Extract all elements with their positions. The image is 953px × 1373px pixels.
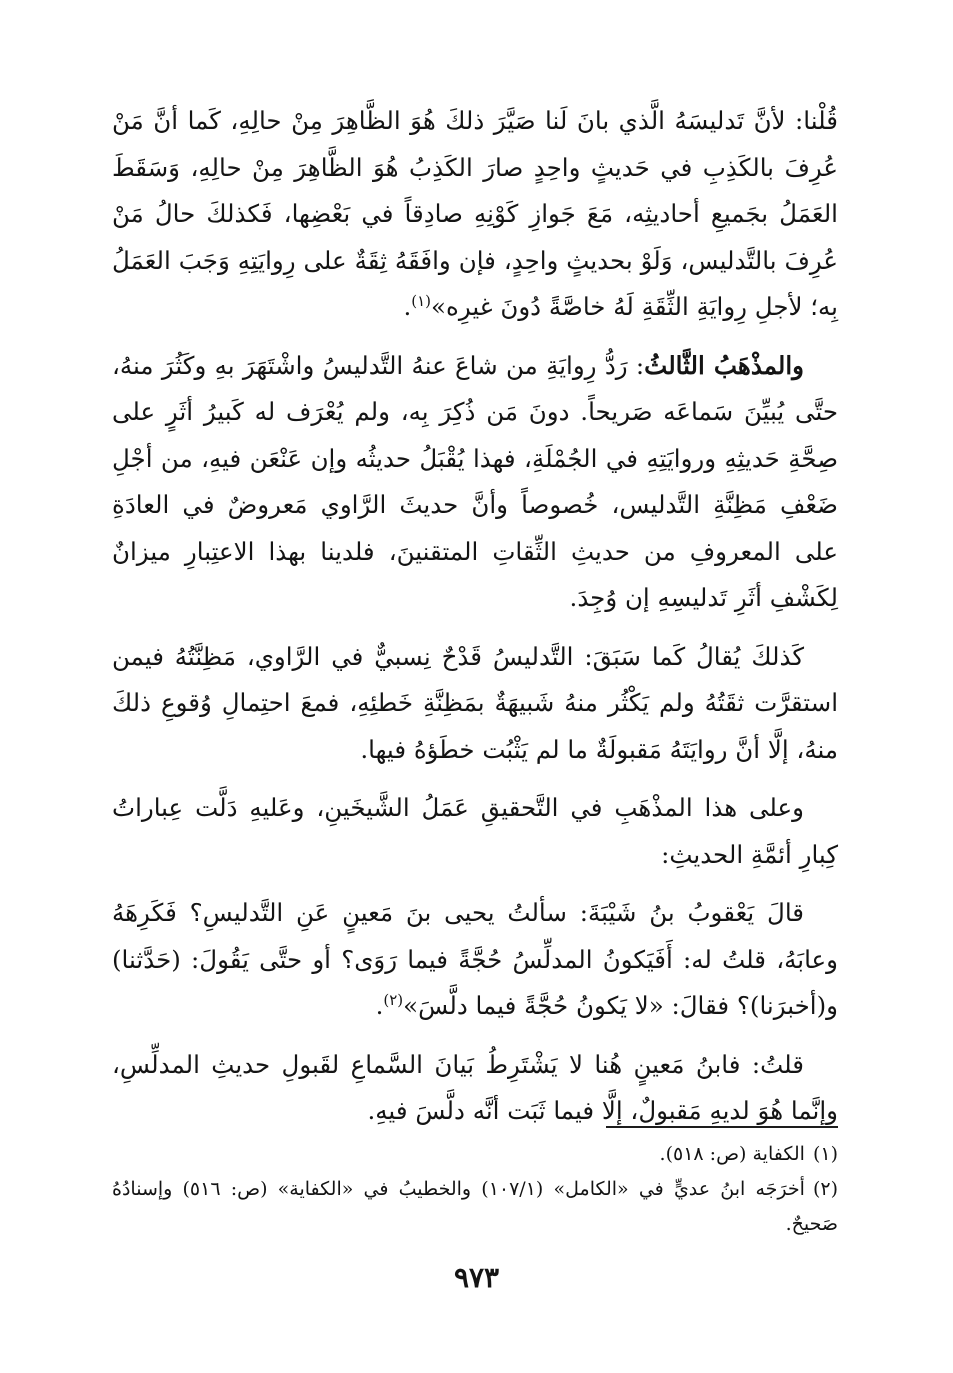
paragraph-2-text: : رَدُّ رِوايَةِ من شاعَ عنهُ التَّدليسُ واشْتَهَرَ بهِ وكَثُرَ منهُ، حتَّى يُبيِّنَ سَماعَه صَريحاً. دونَ مَن ذُكِرَ بِه، ولم يُعْرَف له كَبيرُ أثَرٍ على صِحَّةِ حَديثِهِ وروايَتِهِ في الجُمْلَةِ، فهذا يُقْبَلُ حديثُه وإن عَنْعَن فيهِ، من أجْلِ ضَعْفِ مَظِنَّةِ التَّدليس، خُصوصاً وأنَّ حديثَ الرَّاوي مَعروضٌ في العادَةِ على المعروفِ من حديثِ الثِّقاتِ المتقنينَ، فلدينا بهذا الاعتِبارِ ميزانٌ لِكَشْفِ أثَرِ تَدليسِهِ إن وُجِدَ. xyxy=(112,350,838,612)
paragraph-5-end: . xyxy=(375,991,384,1020)
paragraph-6 xyxy=(112,1042,838,1135)
paragraph-3 xyxy=(112,634,838,774)
footnote-1-text: الكفاية (ص: ٥١٨). xyxy=(659,1143,805,1165)
paragraph-1 xyxy=(112,98,838,331)
footnote-1-number: (١) xyxy=(812,1143,838,1165)
paragraph-4 xyxy=(112,785,838,878)
footnote-2 xyxy=(112,1172,838,1242)
paragraph-1-end: . xyxy=(403,292,412,321)
paragraph-5 xyxy=(112,890,838,1030)
paragraph-6-text: قلتُ: فابنُ مَعينٍ هُنا لا يَشْتَرِطُ بَيانَ السَّماعِ لقَبولِ حديثِ المدلِّسِ، وإنَّما هُوَ لديهِ مَقبولٌ، إلَّا فيما ثَبَت أنَّه دلَّسَ فيهِ. xyxy=(112,1049,838,1125)
footnote-1 xyxy=(112,1137,838,1172)
footnote-ref-2: (٢) xyxy=(383,990,404,1009)
main-text xyxy=(112,98,838,1147)
third-school-heading: والمذْهَبُ الثَّالثُ xyxy=(644,350,804,380)
footnote-ref-1: (١) xyxy=(411,291,432,310)
footnote-divider xyxy=(606,1126,838,1128)
footnote-2-text: أخرَجَه ابنُ عديٍّ في «الكامل» (١٠٧/١) والخطيبُ في «الكفاية» (ص: ٥١٦) وإسنادُهُ صَحيحٌ. xyxy=(112,1178,838,1235)
footnotes xyxy=(112,1126,838,1242)
paragraph-3-text: كَذلكَ يُقالُ كَما سَبَقَ: التَّدليسُ قَدْحٌ نِسبيٌّ في الرَّاوي، مَظِنَّتُهُ فيمن استقرَّت ثقَتُهُ ولم يَكْثُر منهُ شَبيهَةٌ بمَظِنَّةِ خَطئِهِ، فمعَ احتِمالِ وُقوعِ ذلكَ منهُ، إلَّا أنَّ روايَتَهُ مَقبولَةٌ ما لم يَثْبُت خطَؤهُ فيها. xyxy=(112,641,838,764)
paragraph-4-text: وعلى هذا المذْهَبِ في التَّحقيقِ عَمَلُ الشَّيخَينِ، وعَليهِ دَلَّت عِباراتُ كِبارِ أئمَّةِ الحديثِ: xyxy=(112,793,838,869)
paragraph-5-text: قالَ يَعْقوبُ بنُ شَيْبَةَ: سألتُ يحيى بنَ مَعينٍ عَنِ التَّدليسِ؟ فَكَرِهَهُ وعابَهُ، قلتُ له: أَفَيَكونُ المدلِّسُ حُجَّةً فيما رَوَى؟ أو حتَّى يَقُولَ: (حَدَّثنا) و(أخبرَنا)؟ فقالَ: «لا يَكونُ حُجَّةً فيما دلَّسَ» xyxy=(112,898,838,1020)
paragraph-2 xyxy=(112,343,838,622)
paragraph-1-text: قُلْنا: لأنَّ تَدليسَهُ الَّذي بانَ لَنا صَيَّرَ ذلكَ هُوَ الظَّاهِرَ مِنْ حالِهِ، كَما أنَّ مَنْ عُرِفَ بالكَذِبِ في حَديثٍ واحِدٍ صارَ الكَذِبُ هُوَ الظَّاهِرَ مِنْ حالِهِ، وَسَقَطَ العَمَلُ بجَميعِ أحاديثِه، مَعَ جَوازِ كَوْنِهِ صادِقاً في بَعْضِها، فَكذلكَ حالُ مَنْ عُرِفَ بالتَّدليس، وَلَوْ بحديثٍ واحِدٍ، فإن وافَقَهُ ثِقَةٌ على رِوايَتِهِ وَجَبَ العَمَلُ بِه؛ لأجلِ رِوايَةِ الثِّقَةِ لَهُ خاصَّةً دُونَ غيرِه» xyxy=(112,106,838,321)
footnote-2-number: (٢) xyxy=(812,1178,838,1200)
page-number: ٩٧٣ xyxy=(453,1261,500,1294)
